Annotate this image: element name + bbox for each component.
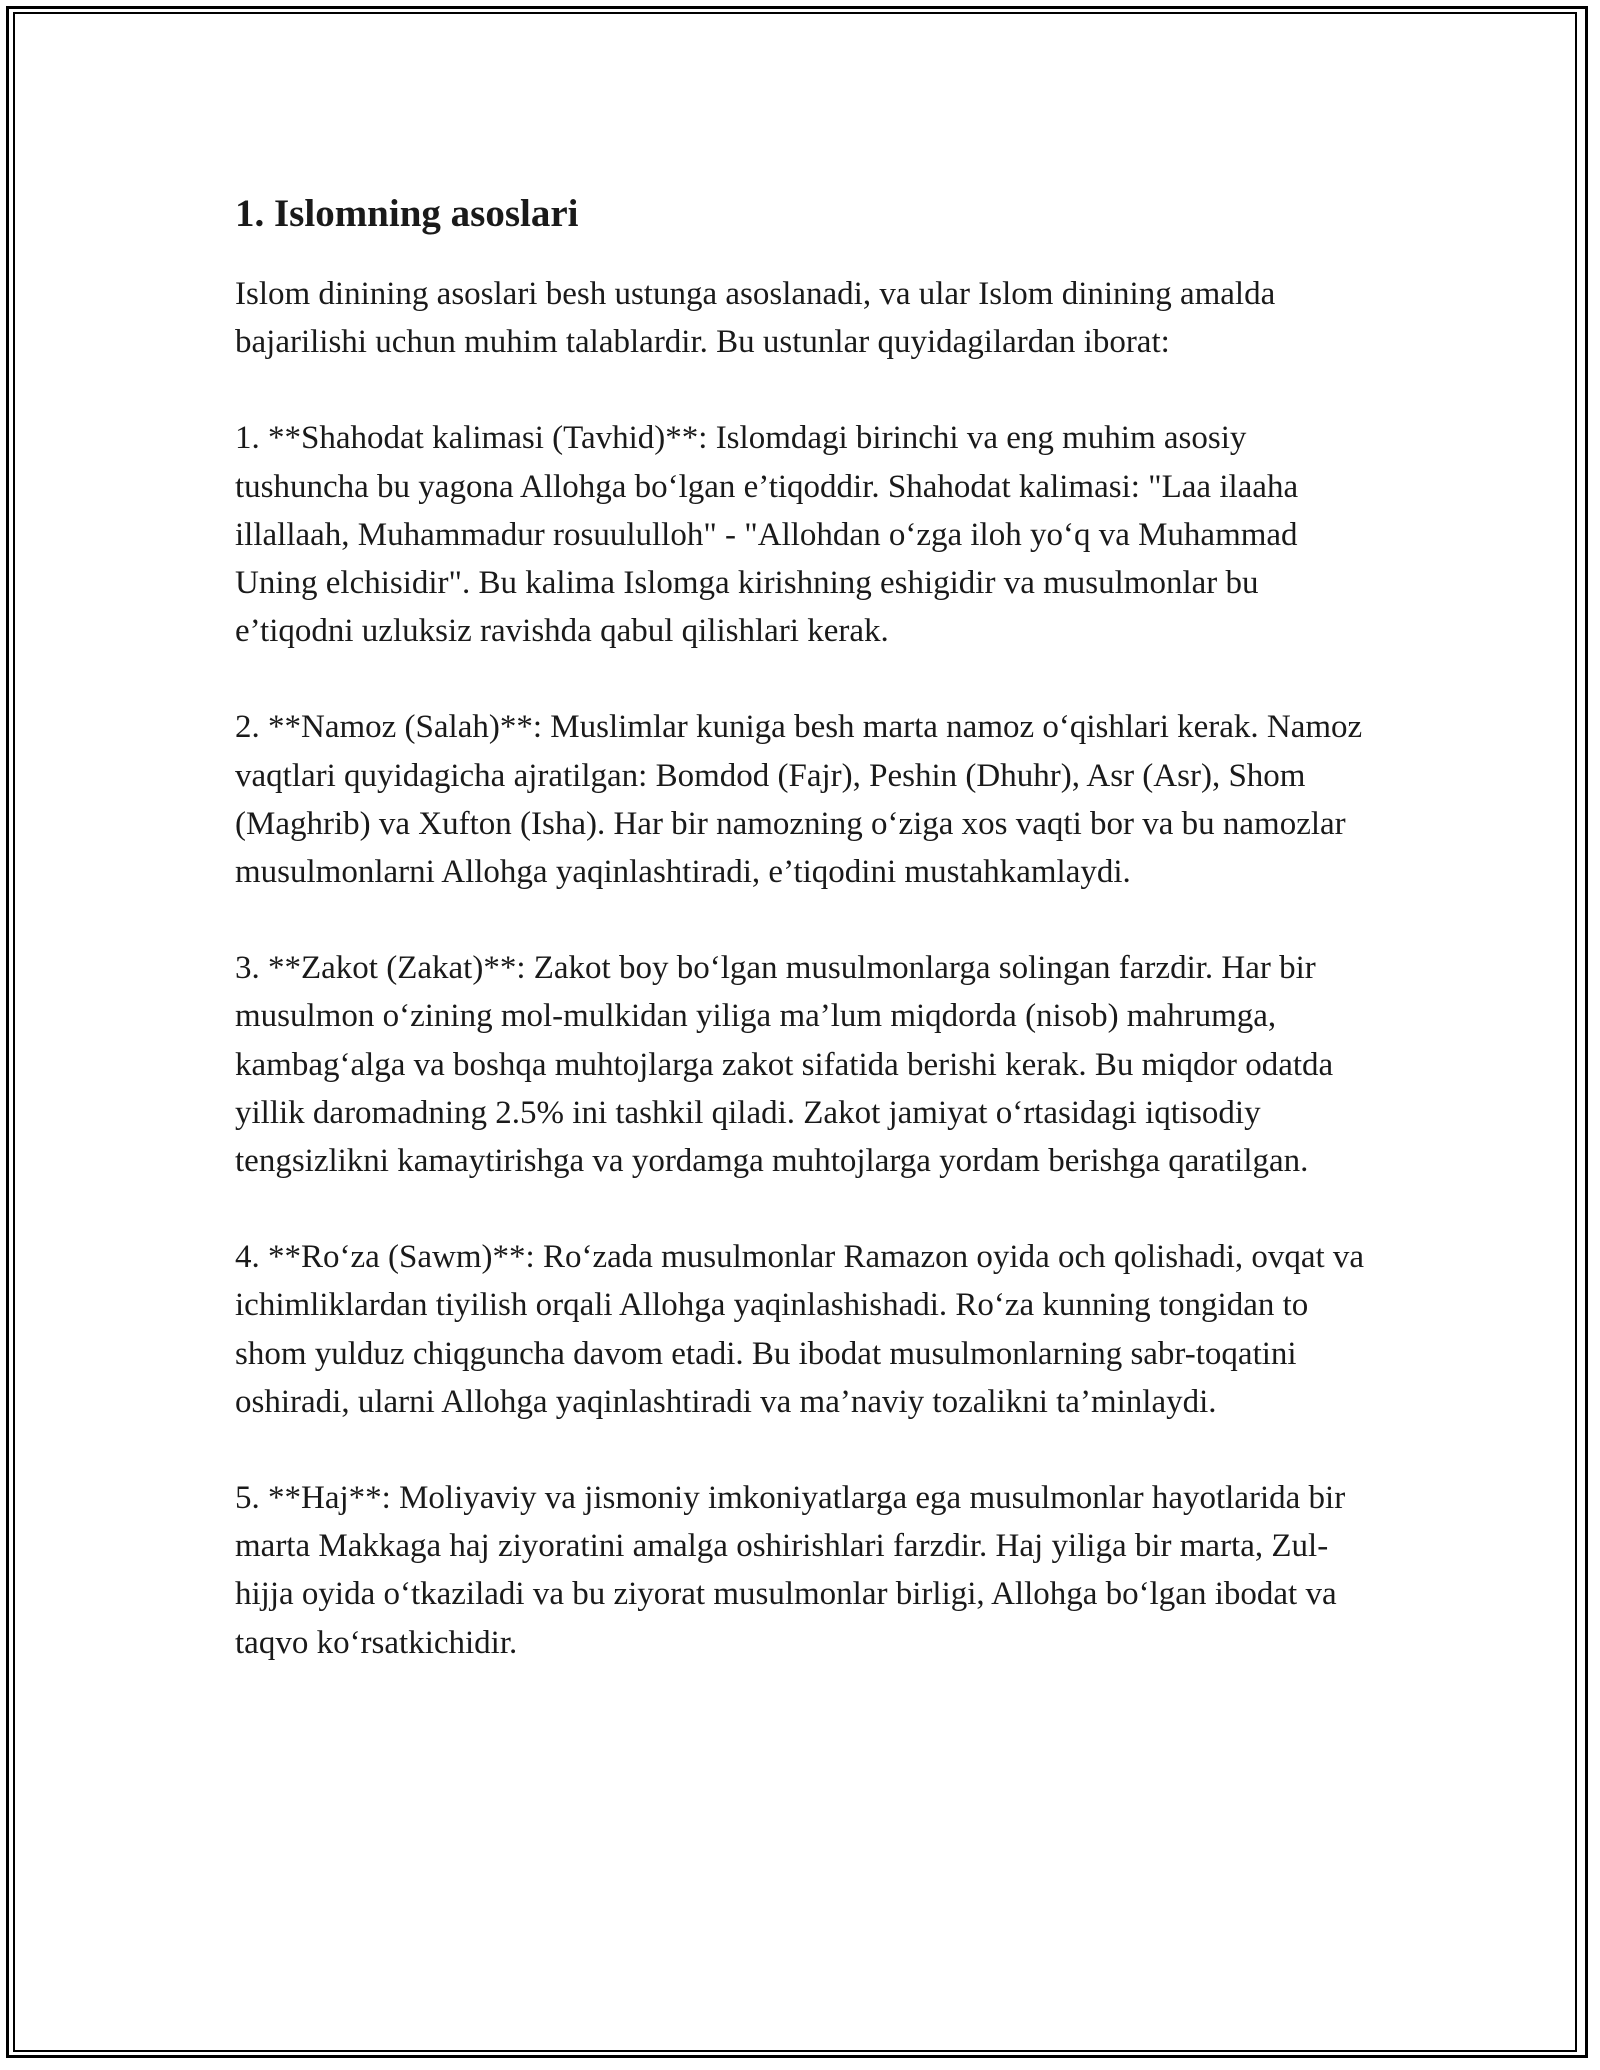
paragraph-zakot: 3. **Zakot (Zakat)**: Zakot boy bo‘lgan musulmonlarga solingan farzdir. Har bir musulmon o‘zining mol-mulkidan yiliga ma’lum miqdorda (nisob) mahrumga, kambag‘alga va boshqa muhtojlarga zakot sifatida berishi kerak. Bu miqdor odatda yillik daromadning 2.5% ini tashkil qiladi. Zakot jamiyat o‘rtasidagi iqtisodiy tengsizlikni kamaytirishga va yordamga muhtojlarga yordam berishga qaratilgan. xyxy=(235,950,1334,1180)
document-body xyxy=(235,188,1385,1715)
section-heading: 1. Islomning asoslari xyxy=(235,192,579,235)
paragraph-namoz: 2. **Namoz (Salah)**: Muslimlar kuniga besh marta namoz o‘qishlari kerak. Namoz vaqtlari quyidagicha ajratilgan: Bomdod (Fajr), Peshin (Dhuhr), Asr (Asr), Shom (Maghrib) va Xufton (Isha). Har bir namozning o‘ziga xos vaqti bor va bu namozlar musulmonlarni Allohga yaqinlashtiradi, e’tiqodini mustahkamlaydi. xyxy=(235,709,1363,891)
paragraph-haj: 5. **Haj**: Moliyaviy va jismoniy imkoniyatlarga ega musulmonlar hayotlarida bir marta Makkaga haj ziyoratini amalga oshirishlari farzdir. Haj yiliga bir marta, Zul-hijja oyida o‘tkaziladi va bu ziyorat musulmonlar birligi, Allohga bo‘lgan ibodat va taqvo ko‘rsatkichidir. xyxy=(235,1480,1346,1661)
paragraph-shahodat: 1. **Shahodat kalimasi (Tavhid)**: Islomdagi birinchi va eng muhim asosiy tushuncha bu yagona Allohga bo‘lgan e’tiqoddir. Shahodat kalimasi: "Laa ilaaha illallaah, Muhammadur rosuululloh" - "Allohdan o‘zga iloh yo‘q va Muhammad Uning elchisidir". Bu kalima Islomga kirishning eshigidir va musulmonlar bu e’tiqodni uzluksiz ravishda qabul qilishlari kerak. xyxy=(235,420,1299,650)
intro-paragraph: Islom dinining asoslari besh ustunga asoslanadi, va ular Islom dinining amalda bajarilishi uchun muhim talablardir. Bu ustunlar quyidagilardan iborat: xyxy=(235,276,1276,361)
paragraph-roza: 4. **Ro‘za (Sawm)**: Ro‘zada musulmonlar Ramazon oyida och qolishadi, ovqat va ichimliklardan tiyilish orqali Allohga yaqinlashishadi. Ro‘za kunning tongidan to shom yulduz chiqguncha davom etadi. Bu ibodat musulmonlarning sabr-toqatini oshiradi, ularni Allohga yaqinlashtiradi va ma’naviy tozalikni ta’minlaydi. xyxy=(235,1239,1365,1420)
